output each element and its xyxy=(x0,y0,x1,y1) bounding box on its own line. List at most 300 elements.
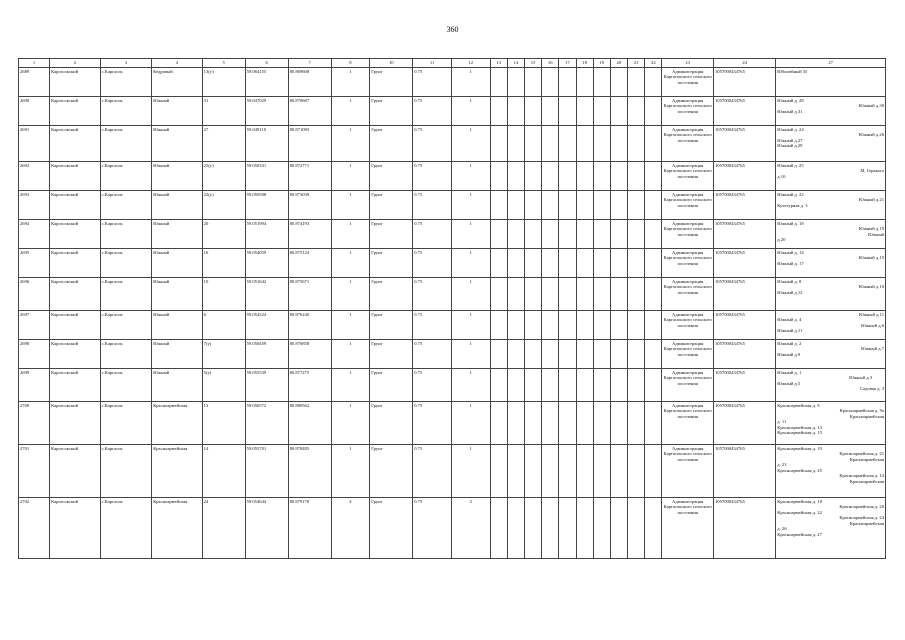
column-number-row xyxy=(19,59,886,68)
cell-house: 7(у) xyxy=(202,340,245,369)
address-line: М. Горького xyxy=(860,168,884,174)
cell-surface: Грунт xyxy=(370,126,413,162)
cell-lat: 59.050459 xyxy=(245,340,288,369)
cell-ogrn: 1057000434765 xyxy=(714,162,776,191)
cell-house: 13(у) xyxy=(202,68,245,97)
cell-empty xyxy=(645,278,662,311)
cell-bins: 1 xyxy=(451,162,490,191)
cell-empty xyxy=(610,191,627,220)
cell-ogrn: 1057000434765 xyxy=(714,311,776,340)
cell-ogrn: 1057000434765 xyxy=(714,220,776,249)
cell-admin: Администрация Каргасокского сельского поселения xyxy=(662,249,714,278)
address-line: Южный д.11 xyxy=(777,328,803,334)
cell-admin: Администрация Каргасокского сельского поселения xyxy=(662,340,714,369)
cell-admin: Администрация Каргасокского сельского поселения xyxy=(662,162,714,191)
column-number-cell: 17 xyxy=(559,59,576,68)
cell-empty xyxy=(610,97,627,126)
cell-ogrn: 1057000434765 xyxy=(714,249,776,278)
cell-empty xyxy=(628,278,645,311)
cell-empty xyxy=(559,340,576,369)
cell-count: 1 xyxy=(331,278,370,311)
cell-addresses xyxy=(776,249,886,278)
cell-lat: 59.056572 xyxy=(245,402,288,445)
column-number-cell: 19 xyxy=(593,59,610,68)
cell-ogrn: 1057000434765 xyxy=(714,278,776,311)
cell-lat: 59.049110 xyxy=(245,126,288,162)
cell-addresses xyxy=(776,220,886,249)
table-row xyxy=(19,191,886,220)
cell-locality: с.Каргасок xyxy=(100,402,152,445)
cell-empty xyxy=(628,97,645,126)
address-line: Южный д. 14 xyxy=(777,249,804,255)
cell-empty xyxy=(610,445,627,498)
cell-lat: 59.051994 xyxy=(245,220,288,249)
cell-count: 1 xyxy=(331,340,370,369)
cell-empty xyxy=(490,498,507,559)
address-line: Красноармейская д. 9 xyxy=(777,402,820,408)
cell-count: 1 xyxy=(331,126,370,162)
cell-empty xyxy=(524,191,541,220)
cell-empty xyxy=(507,311,524,340)
cell-bins: 2 xyxy=(451,498,490,559)
column-number-cell: 24 xyxy=(714,59,776,68)
cell-empty xyxy=(524,68,541,97)
cell-lon: 80.880562 xyxy=(288,402,331,445)
cell-addresses xyxy=(776,126,886,162)
cell-empty xyxy=(628,68,645,97)
cell-district: Каргасокский xyxy=(50,191,100,220)
cell-empty xyxy=(645,402,662,445)
cell-bins: 1 xyxy=(451,68,490,97)
cell-surface: Грунт xyxy=(370,249,413,278)
address-line: Южный д. 24 xyxy=(777,126,804,132)
cell-street: Южный xyxy=(152,97,202,126)
cell-empty xyxy=(507,445,524,498)
cell-empty xyxy=(593,311,610,340)
address-line: Южный д. 1 xyxy=(777,369,802,375)
cell-locality: с.Каргасок xyxy=(100,311,152,340)
cell-empty xyxy=(645,249,662,278)
table-row xyxy=(19,498,886,559)
cell-empty xyxy=(559,311,576,340)
cell-surface: Грунт xyxy=(370,191,413,220)
column-number-cell: 16 xyxy=(542,59,559,68)
cell-locality: с.Каргасок xyxy=(100,369,152,402)
address-line: Красноармейская д. 24 xyxy=(839,515,884,521)
column-number-cell: 3 xyxy=(100,59,152,68)
cell-house: 27 xyxy=(202,126,245,162)
cell-bins: 1 xyxy=(451,220,490,249)
cell-empty xyxy=(593,445,610,498)
column-number-cell: 5 xyxy=(202,59,245,68)
address-line: д.10 xyxy=(777,173,786,179)
address-line: Южный д.7 xyxy=(861,346,884,352)
address-line: Садовая д. 3 xyxy=(859,386,884,392)
cell-area: 0.75 xyxy=(413,249,452,278)
cell-surface: Грунт xyxy=(370,498,413,559)
address-line: д. 26 xyxy=(777,526,787,532)
cell-lon: 80.872771 xyxy=(288,162,331,191)
cell-addresses xyxy=(776,68,886,97)
cell-empty xyxy=(507,249,524,278)
cell-lon: 80.878485 xyxy=(288,445,331,498)
cell-empty xyxy=(559,126,576,162)
cell-id: 2696 xyxy=(19,278,50,311)
cell-locality: с.Каргасок xyxy=(100,126,152,162)
cell-house: 22(у) xyxy=(202,191,245,220)
cell-empty xyxy=(542,369,559,402)
cell-lat: 59.050331 xyxy=(245,162,288,191)
cell-ogrn: 1057000434765 xyxy=(714,498,776,559)
address-line: Красноармейская xyxy=(849,456,884,462)
cell-addresses xyxy=(776,445,886,498)
cell-count: 1 xyxy=(331,97,370,126)
cell-admin: Администрация Каргасокского сельского поселения xyxy=(662,498,714,559)
column-number-cell: 22 xyxy=(645,59,662,68)
cell-empty xyxy=(593,340,610,369)
cell-empty xyxy=(645,68,662,97)
column-number-cell: 14 xyxy=(507,59,524,68)
cell-lon: 80.875124 xyxy=(288,249,331,278)
cell-empty xyxy=(490,340,507,369)
cell-lon: 80.871083 xyxy=(288,126,331,162)
column-number-cell: 12 xyxy=(451,59,490,68)
cell-street: Южный xyxy=(152,369,202,402)
cell-lat: 59.054324 xyxy=(245,311,288,340)
cell-empty xyxy=(542,249,559,278)
table-row xyxy=(19,445,886,498)
cell-empty xyxy=(628,311,645,340)
address-line: Красноармейская д. 27 xyxy=(777,532,822,538)
cell-empty xyxy=(576,498,593,559)
cell-ogrn: 1057000434765 xyxy=(714,369,776,402)
cell-empty xyxy=(524,126,541,162)
cell-area: 0.75 xyxy=(413,311,452,340)
cell-empty xyxy=(645,498,662,559)
cell-empty xyxy=(507,340,524,369)
address-line: Южный д.27 xyxy=(777,137,803,143)
cell-lat: 59.051642 xyxy=(245,278,288,311)
cell-surface: Грунт xyxy=(370,445,413,498)
address-line: д.20 xyxy=(777,237,786,243)
cell-empty xyxy=(507,191,524,220)
cell-empty xyxy=(524,278,541,311)
cell-surface: Грунт xyxy=(370,278,413,311)
address-line: Юбилейный 35 xyxy=(777,68,808,74)
address-line: Культурная д. 3 xyxy=(777,202,808,208)
cell-empty xyxy=(524,445,541,498)
cell-empty xyxy=(559,445,576,498)
cell-admin: Администрация Каргасокского сельского поселения xyxy=(662,278,714,311)
cell-district: Каргасокский xyxy=(50,220,100,249)
cell-empty xyxy=(628,340,645,369)
cell-empty xyxy=(490,191,507,220)
address-line: Красноармейская xyxy=(849,479,884,485)
cell-empty xyxy=(542,278,559,311)
address-line: Южный д.9 xyxy=(777,351,801,357)
cell-id: 2699 xyxy=(19,369,50,402)
cell-area: 0.75 xyxy=(413,498,452,559)
cell-empty xyxy=(593,249,610,278)
cell-empty xyxy=(559,402,576,445)
column-number-cell: 1 xyxy=(19,59,50,68)
address-line: Южный д.12 xyxy=(777,289,803,295)
cell-district: Каргасокский xyxy=(50,369,100,402)
cell-empty xyxy=(542,340,559,369)
cell-lat: 59.054644 xyxy=(245,498,288,559)
cell-bins: 1 xyxy=(451,445,490,498)
column-number-cell: 15 xyxy=(524,59,541,68)
address-line: Южный д. 28 xyxy=(777,97,804,103)
column-number-cell: 6 xyxy=(245,59,288,68)
cell-lon: 80.876858 xyxy=(288,340,331,369)
cell-empty xyxy=(542,191,559,220)
cell-street: Кедровый xyxy=(152,68,202,97)
address-line: д. 11 xyxy=(777,419,787,425)
cell-district: Каргасокский xyxy=(50,445,100,498)
cell-area: 0.75 xyxy=(413,402,452,445)
column-number-cell: 18 xyxy=(576,59,593,68)
cell-lon: 80.869608 xyxy=(288,68,331,97)
cell-empty xyxy=(490,162,507,191)
cell-admin: Администрация Каргасокского сельского поселения xyxy=(662,220,714,249)
address-line: Южный д.3 xyxy=(849,375,872,381)
address-line: Красноармейская д. 15 xyxy=(777,430,822,436)
cell-empty xyxy=(610,311,627,340)
cell-house: 20 xyxy=(202,220,245,249)
cell-lon: 80.879178 xyxy=(288,498,331,559)
column-number-cell: 20 xyxy=(610,59,627,68)
cell-lat: 59.055539 xyxy=(245,369,288,402)
cell-district: Каргасокский xyxy=(50,97,100,126)
cell-lon: 80.876240 xyxy=(288,311,331,340)
cell-area: 0.75 xyxy=(413,97,452,126)
cell-empty xyxy=(593,126,610,162)
cell-surface: Грунт xyxy=(370,162,413,191)
cell-empty xyxy=(576,249,593,278)
cell-empty xyxy=(542,97,559,126)
cell-empty xyxy=(645,162,662,191)
cell-empty xyxy=(542,220,559,249)
address-line: Южный д.31 xyxy=(777,108,803,114)
cell-bins: 1 xyxy=(451,126,490,162)
cell-empty xyxy=(559,249,576,278)
cell-bins: 1 xyxy=(451,369,490,402)
cell-empty xyxy=(490,369,507,402)
cell-district: Каргасокский xyxy=(50,126,100,162)
cell-admin: Администрация Каргасокского сельского поселения xyxy=(662,369,714,402)
column-number-cell: 11 xyxy=(413,59,452,68)
cell-empty xyxy=(628,249,645,278)
address-line: Красноармейская д. 21 xyxy=(839,451,884,457)
cell-empty xyxy=(576,191,593,220)
column-number-cell: 4 xyxy=(152,59,202,68)
cell-addresses xyxy=(776,402,886,445)
cell-lat: 59.055701 xyxy=(245,445,288,498)
cell-empty xyxy=(542,162,559,191)
cell-admin: Администрация Каргасокского сельского поселения xyxy=(662,445,714,498)
table-row xyxy=(19,278,886,311)
cell-empty xyxy=(524,162,541,191)
cell-lat: 59.050508 xyxy=(245,191,288,220)
cell-area: 0.75 xyxy=(413,220,452,249)
cell-empty xyxy=(542,402,559,445)
cell-locality: с.Каргасок xyxy=(100,445,152,498)
cell-empty xyxy=(628,162,645,191)
cell-empty xyxy=(593,402,610,445)
cell-empty xyxy=(490,249,507,278)
cell-count: 1 xyxy=(331,191,370,220)
cell-empty xyxy=(576,311,593,340)
cell-empty xyxy=(524,97,541,126)
cell-district: Каргасокский xyxy=(50,402,100,445)
cell-empty xyxy=(628,445,645,498)
cell-empty xyxy=(645,445,662,498)
cell-empty xyxy=(610,402,627,445)
table-row xyxy=(19,68,886,97)
column-number-cell: 2 xyxy=(50,59,100,68)
cell-empty xyxy=(559,97,576,126)
cell-bins: 1 xyxy=(451,191,490,220)
cell-street: Южный xyxy=(152,249,202,278)
table-row xyxy=(19,97,886,126)
cell-count: 1 xyxy=(331,445,370,498)
cell-empty xyxy=(610,340,627,369)
cell-empty xyxy=(593,162,610,191)
cell-id: 2691 xyxy=(19,126,50,162)
cell-empty xyxy=(645,311,662,340)
address-line: Красноармейская д. 14 xyxy=(839,473,884,479)
cell-bins: 1 xyxy=(451,249,490,278)
column-number-cell: 21 xyxy=(628,59,645,68)
cell-empty xyxy=(576,220,593,249)
cell-locality: с.Каргасок xyxy=(100,278,152,311)
cell-empty xyxy=(593,498,610,559)
cell-empty xyxy=(507,68,524,97)
cell-ogrn: 1057000434765 xyxy=(714,191,776,220)
cell-street: Южный xyxy=(152,340,202,369)
address-line: Красноармейская xyxy=(849,413,884,419)
cell-empty xyxy=(610,220,627,249)
cell-district: Каргасокский xyxy=(50,340,100,369)
cell-lon: 80.870687 xyxy=(288,97,331,126)
cell-ogrn: 1057000434765 xyxy=(714,68,776,97)
cell-surface: Грунт xyxy=(370,402,413,445)
cell-empty xyxy=(524,220,541,249)
cell-house: 13 xyxy=(202,402,245,445)
table-row xyxy=(19,402,886,445)
cell-locality: с.Каргасок xyxy=(100,191,152,220)
cell-street: Красноармейская xyxy=(152,498,202,559)
address-line: Южный д. 2 xyxy=(777,340,802,346)
cell-street: Красноармейская xyxy=(152,402,202,445)
cell-empty xyxy=(507,220,524,249)
cell-count: 4 xyxy=(331,498,370,559)
cell-house: 24 xyxy=(202,498,245,559)
cell-lat: 59.054059 xyxy=(245,249,288,278)
cell-empty xyxy=(490,278,507,311)
cell-empty xyxy=(576,97,593,126)
cell-empty xyxy=(576,162,593,191)
cell-empty xyxy=(490,126,507,162)
address-line: Южный д.11 xyxy=(858,311,884,317)
cell-empty xyxy=(645,191,662,220)
cell-ogrn: 1057000434765 xyxy=(714,126,776,162)
cell-lon: 80.874193 xyxy=(288,220,331,249)
cell-empty xyxy=(490,68,507,97)
cell-area: 0.75 xyxy=(413,68,452,97)
address-line: Южный д.21 xyxy=(858,197,884,203)
cell-locality: с.Каргасок xyxy=(100,340,152,369)
cell-addresses xyxy=(776,498,886,559)
cell-area: 0.75 xyxy=(413,445,452,498)
cell-locality: с.Каргасок xyxy=(100,220,152,249)
cell-addresses xyxy=(776,97,886,126)
address-line: Южный д. 18 xyxy=(777,220,804,226)
page-number: 360 xyxy=(446,25,459,34)
cell-empty xyxy=(628,191,645,220)
cell-empty xyxy=(524,498,541,559)
address-line: Южный д.29 xyxy=(777,143,803,149)
address-line: Красноармейская xyxy=(849,520,884,526)
cell-count: 1 xyxy=(331,402,370,445)
address-line: Южный д.6 xyxy=(861,322,884,328)
cell-count: 1 xyxy=(331,162,370,191)
cell-empty xyxy=(576,402,593,445)
address-line: Южный д.30 xyxy=(858,103,884,109)
cell-empty xyxy=(507,369,524,402)
column-number-cell: 8 xyxy=(331,59,370,68)
address-line: Красноармейская д. 20 xyxy=(839,504,884,510)
cell-empty xyxy=(524,402,541,445)
cell-house: 6 xyxy=(202,311,245,340)
cell-empty xyxy=(628,126,645,162)
cell-empty xyxy=(610,498,627,559)
cell-district: Каргасокский xyxy=(50,162,100,191)
cell-empty xyxy=(593,68,610,97)
cell-empty xyxy=(507,126,524,162)
cell-house: 16 xyxy=(202,249,245,278)
cell-empty xyxy=(576,340,593,369)
cell-empty xyxy=(542,126,559,162)
cell-surface: Грунт xyxy=(370,311,413,340)
address-line: Южный д. 17 xyxy=(777,260,804,266)
cell-locality: с.Каргасок xyxy=(100,498,152,559)
cell-empty xyxy=(610,369,627,402)
cell-admin: Администрация Каргасокского сельского поселения xyxy=(662,402,714,445)
cell-empty xyxy=(593,191,610,220)
cell-lon: 80.877275 xyxy=(288,369,331,402)
cell-id: 2697 xyxy=(19,311,50,340)
cell-lat: 59.047029 xyxy=(245,97,288,126)
cell-surface: Грунт xyxy=(370,340,413,369)
address-line: Южный д. 25 xyxy=(777,162,804,168)
cell-surface: Грунт xyxy=(370,369,413,402)
address-line: Южный д.26 xyxy=(858,132,884,138)
cell-id: 2695 xyxy=(19,249,50,278)
cell-addresses xyxy=(776,311,886,340)
cell-empty xyxy=(542,68,559,97)
cell-empty xyxy=(610,162,627,191)
cell-empty xyxy=(610,249,627,278)
cell-bins: 1 xyxy=(451,311,490,340)
cell-locality: с.Каргасок xyxy=(100,249,152,278)
cell-empty xyxy=(628,369,645,402)
address-line: Южный д.19 xyxy=(858,226,884,232)
table-row xyxy=(19,311,886,340)
cell-empty xyxy=(645,220,662,249)
cell-addresses xyxy=(776,278,886,311)
